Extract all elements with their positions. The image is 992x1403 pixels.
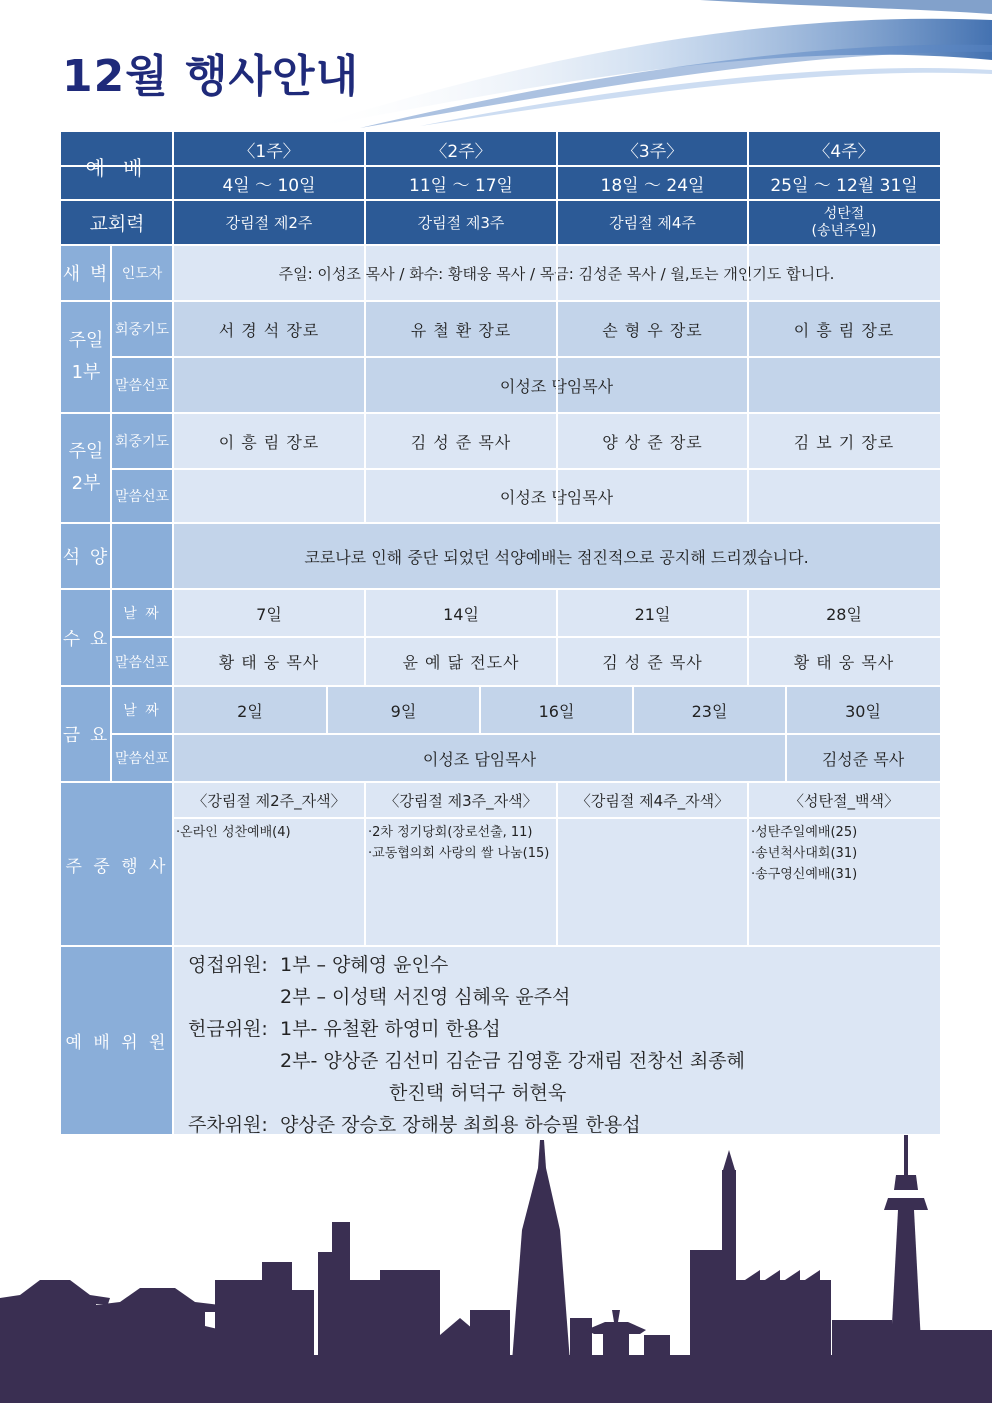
offering-label: 헌금위원: (188, 1018, 268, 1040)
staff-label: 예 배 위 원 (61, 946, 173, 1134)
dawn-sub-label: 인도자 (111, 245, 173, 301)
offering-line-1: 1부- 유철환 하영미 한용섭 (280, 1018, 501, 1040)
sunday1-label-line1: 주일 (68, 330, 104, 351)
friday-date-4: 23일 (633, 686, 786, 734)
friday-date-2: 9일 (327, 686, 480, 734)
city-skyline-illustration (0, 1130, 992, 1403)
event-item: ·온라인 성찬예배(4) (176, 825, 291, 840)
parking-line: 양상준 장승호 장해붕 최희용 하승필 한용섭 (280, 1114, 641, 1136)
wednesday-label: 수 요 (61, 589, 111, 686)
wednesday-preacher-4: 황 태 웅 목사 (748, 637, 940, 686)
sunday1-label-line2: 1부 (71, 362, 101, 383)
wednesday-date-2: 14일 (365, 589, 557, 637)
sunday2-prayer-week1: 이 흥 림 장로 (173, 413, 365, 469)
wednesday-date-4: 28일 (748, 589, 940, 637)
week-1-header: 〈1주〉 (173, 132, 365, 166)
wednesday-sermon-label: 말씀선포 (111, 637, 173, 686)
evening-sub-blank (111, 523, 173, 589)
events-header-week3: 〈강림절 제4주_자색〉 (557, 782, 748, 818)
events-header-week1: 〈강림절 제2주_자색〉 (173, 782, 365, 818)
calendar-week-4-line1: 성탄절 (823, 205, 865, 222)
sunday1-sermon-label: 말씀선포 (111, 357, 173, 413)
wednesday-preacher-3: 김 성 준 목사 (557, 637, 748, 686)
dawn-label: 새 벽 (61, 245, 111, 301)
events-list-week2 (365, 818, 557, 946)
calendar-week-4 (748, 200, 940, 245)
event-item: ·송구영신예배(31) (751, 867, 858, 882)
wednesday-date-1: 7일 (173, 589, 365, 637)
sunday2-prayer-week2: 김 성 준 목사 (365, 413, 557, 469)
sunday2-label-line2: 2부 (71, 473, 101, 494)
friday-preacher-main: 이성조 담임목사 (173, 734, 786, 782)
event-item: ·교동협의회 사랑의 쌀 나눔(15) (368, 846, 550, 861)
calendar-week-1: 강림절 제2주 (173, 200, 365, 245)
evening-label: 석 양 (61, 523, 111, 589)
friday-date-label: 날 짜 (111, 686, 173, 734)
dawn-leaders: 주일: 이성조 목사 / 화수: 황태웅 목사 / 목금: 김성준 목사 / 월,토는 개인기도 합니다. (173, 245, 940, 301)
calendar-week-2: 강림절 제3주 (365, 200, 557, 245)
week-1-dates: 4일 ～ 10일 (173, 166, 365, 200)
week-3-dates: 18일 ～ 24일 (557, 166, 748, 200)
events-header-week4: 〈성탄절_백색〉 (748, 782, 940, 818)
sunday1-prayer-label: 회중기도 (111, 301, 173, 357)
sunday2-prayer-week4: 김 보 기 장로 (748, 413, 940, 469)
greeting-line-2: 2부 – 이성택 서진영 심혜욱 윤주석 (280, 986, 571, 1008)
sunday2-prayer-week3: 양 상 준 장로 (557, 413, 748, 469)
sunday1-prayer-week2: 유 철 환 장로 (365, 301, 557, 357)
evening-notice: 코로나로 인해 중단 되었던 석양예배는 점진적으로 공지해 드리겠습니다. (173, 523, 940, 589)
event-item: ·성탄주일예배(25) (751, 825, 858, 840)
sunday2-sermon-label: 말씀선포 (111, 469, 173, 523)
week-4-header: 〈4주〉 (748, 132, 940, 166)
offering-line-2: 2부- 양상준 김선미 김순금 김영훈 강재림 전창선 최종혜 (280, 1050, 746, 1072)
events-label: 주 중 행 사 (61, 782, 173, 946)
friday-preacher-last: 김성준 목사 (786, 734, 940, 782)
events-list-week4 (748, 818, 940, 946)
friday-sermon-label: 말씀선포 (111, 734, 173, 782)
sunday2-label (61, 413, 111, 523)
sunday1-prayer-week3: 손 형 우 장로 (557, 301, 748, 357)
event-item: ·2차 정기당회(장로선출, 11) (368, 825, 533, 840)
calendar-label: 교회력 (61, 200, 173, 245)
events-list-week1 (173, 818, 365, 946)
sunday1-prayer-week4: 이 흥 림 장로 (748, 301, 940, 357)
event-item: ·송년척사대회(31) (751, 846, 858, 861)
wednesday-date-label: 날 짜 (111, 589, 173, 637)
parking-label: 주차위원: (188, 1114, 268, 1136)
week-2-header: 〈2주〉 (365, 132, 557, 166)
page-title: 12월 행사안내 (62, 51, 360, 102)
sunday1-sermon: 이성조 담임목사 (173, 357, 940, 413)
events-header-week2: 〈강림절 제3주_자색〉 (365, 782, 557, 818)
sunday2-sermon: 이성조 담임목사 (173, 469, 940, 523)
calendar-week-4-line2: (송년주일) (811, 222, 877, 239)
wednesday-preacher-2: 윤 예 닮 전도사 (365, 637, 557, 686)
friday-date-5: 30일 (786, 686, 940, 734)
friday-date-3: 16일 (480, 686, 633, 734)
schedule-table (61, 132, 940, 1134)
week-3-header: 〈3주〉 (557, 132, 748, 166)
greeting-label: 영접위원: (188, 954, 268, 976)
calendar-week-3: 강림절 제4주 (557, 200, 748, 245)
events-list-week3 (557, 818, 748, 946)
greeting-line-1: 1부 – 양혜영 윤인수 (280, 954, 449, 976)
sunday1-label (61, 301, 111, 413)
sunday1-prayer-week1: 서 경 석 장로 (173, 301, 365, 357)
week-4-dates: 25일 ～ 12월 31일 (748, 166, 940, 200)
staff-details (173, 946, 940, 1134)
week-2-dates: 11일 ～ 17일 (365, 166, 557, 200)
friday-date-1: 2일 (173, 686, 327, 734)
friday-label: 금 요 (61, 686, 111, 782)
offering-line-3: 한진택 허덕구 허현욱 (389, 1082, 567, 1104)
wednesday-preacher-1: 황 태 웅 목사 (173, 637, 365, 686)
sunday2-prayer-label: 회중기도 (111, 413, 173, 469)
worship-header-label: 예 배 (61, 132, 173, 200)
wednesday-date-3: 21일 (557, 589, 748, 637)
sunday2-label-line1: 주일 (68, 441, 104, 462)
